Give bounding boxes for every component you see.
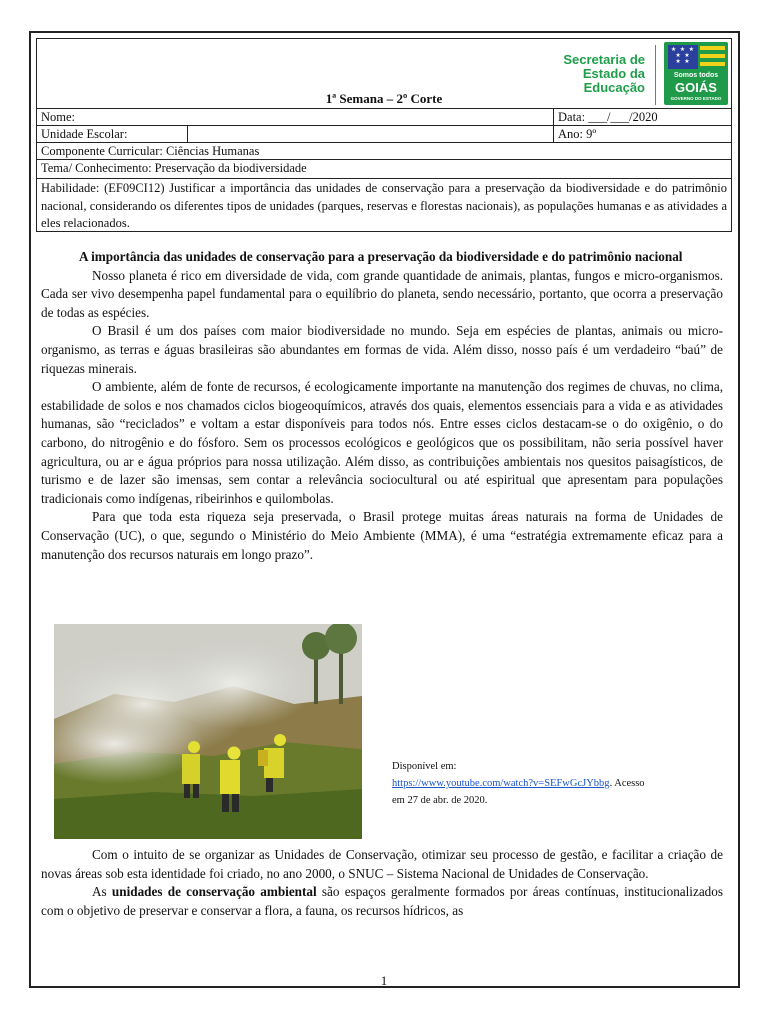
unidade-field[interactable] xyxy=(187,126,553,142)
unidade-label: Unidade Escolar: xyxy=(41,127,128,141)
paragraph-6 xyxy=(41,883,723,920)
flag-tagline: Somos todos xyxy=(673,72,719,79)
header-row-unidade xyxy=(37,125,731,142)
flag-stripe xyxy=(700,62,725,66)
firefighters-photo xyxy=(54,624,362,839)
header-title: 1ª Semana – 2º Corte xyxy=(325,91,443,106)
logo-line-1: Secretaria de xyxy=(563,52,645,67)
flag-stars-icon: ★ ★ ★ ★ ★ ★ ★ xyxy=(668,45,698,69)
page-number: 1 xyxy=(380,973,388,988)
caption-link-line xyxy=(392,775,722,792)
p6-start: As xyxy=(92,884,112,900)
data-field[interactable]: Data: ___/___/2020 xyxy=(553,109,731,125)
logo-line-3: Educação xyxy=(583,80,645,95)
header-row-habilidade xyxy=(37,178,731,232)
flag-goias: GOIÁS xyxy=(675,80,717,95)
paragraph-1: Nosso planeta é rico em diversidade de vida, com grande quantidade de animais, plantas, fungos e micro-organismos. Cada ser vivo desempenha papel fundamental para o equilíbrio do planeta, sendo necessário, portanto, que ocorra a preservação de todas as espécies. xyxy=(41,267,723,320)
paragraph-5: Com o intuito de se organizar as Unidades de Conservação, otimizar seu processo de gestão, e facilitar a criação de novas áreas sob esta identidade foi criado, no ano 2000, o SNUC – Sistema Nacional de Unidades de Conservação. xyxy=(41,847,723,881)
p6-bold: unidades de conservação ambiental xyxy=(111,884,317,900)
logo-line-2: Estado da xyxy=(582,66,645,81)
header-row-tema xyxy=(37,159,731,178)
tema-conhecimento: Tema/ Conhecimento: Preservação da biodiversidade xyxy=(41,161,307,175)
componente-curricular: Componente Curricular: Ciências Humanas xyxy=(41,144,260,158)
article-title: A importância das unidades de conservação para a preservação da biodiversidade e do patrimônio nacional xyxy=(79,249,683,264)
habilidade: Habilidade: (EF09CI12) Justificar a importância das unidades de conservação para a preservação da biodiversidade e do patrimônio nacional, considerando os diferentes tipos de unidades (parques, reservas e florestas nacionais), as populações humanas e as atividades a eles relacionados. xyxy=(41,181,727,230)
header-box xyxy=(36,38,732,232)
photo-caption xyxy=(392,758,722,809)
flag-stripe xyxy=(700,46,725,50)
paragraph-2: O Brasil é um dos países com maior biodiversidade no mundo. Seja em espécies de plantas, animais ou micro-organismo, as terras e águas brasileiras são abundantes em formas de vida. Além disso, nosso país é um verdadeiro “baú” de riquezas minerais. xyxy=(41,323,723,376)
caption-date: em 27 de abr. de 2020. xyxy=(392,795,488,806)
p6-rest: são espaços geralmente formados por áreas contínuas, institucionalizados com o objetivo de preservar e conservar a flora, a fauna, os recursos hídricos, as xyxy=(41,884,723,918)
header-row-componente xyxy=(37,142,731,159)
caption-acesso: . Acesso xyxy=(609,778,645,789)
ano-field: Ano: 9º xyxy=(553,126,731,142)
caption-available: Disponível em: xyxy=(392,761,457,772)
secretaria-logo-text xyxy=(551,53,645,95)
photo-scene xyxy=(54,624,362,839)
paragraph-4: Para que toda esta riqueza seja preservada, o Brasil protege muitas áreas naturais na forma de Unidades de Conservação (UC), o que, segundo o Ministério do Meio Ambiente (MMA), é uma “estratégia extremamente eficaz para a manutenção dos recursos naturais em longo prazo”. xyxy=(41,509,723,562)
flag-stripe xyxy=(700,54,725,58)
flag-subtitle: GOVERNO DO ESTADO xyxy=(670,96,722,101)
article-content xyxy=(41,248,723,564)
paragraph-3: O ambiente, além de fonte de recursos, é ecologicamente importante na manutenção dos regimes de chuvas, no clima, estabilidade de solos e nos chamados ciclos biogeoquímicos, através dos quais, elementos essenciais para a vida e as atividades humanas, são “reciclados” e voltam a estar disponíveis para todos nós. Entre esses ciclos destacam-se o do oxigênio, o do carbono, do nitrogênio e do fósforo. Sem os processos ecológicos e geológicos que os possibilitam, não seria possível haver agricultura, ou ar e água próprios para nossa utilização. Além disso, as contribuições ambientais nos quesitos paisagísticos, de turismo e de lazer são imensas, sem contar a relevância sociocultural ou até espiritual que apresentam para populações tradicionais como indígenas, ribeirinhos e quilombolas. xyxy=(41,379,723,506)
article-content-lower xyxy=(41,846,723,920)
header-row-nome xyxy=(37,108,731,125)
nome-field[interactable]: Nome: xyxy=(41,110,76,124)
video-link[interactable]: https://www.youtube.com/watch?v=SEFwGcJYbbg xyxy=(392,778,610,789)
